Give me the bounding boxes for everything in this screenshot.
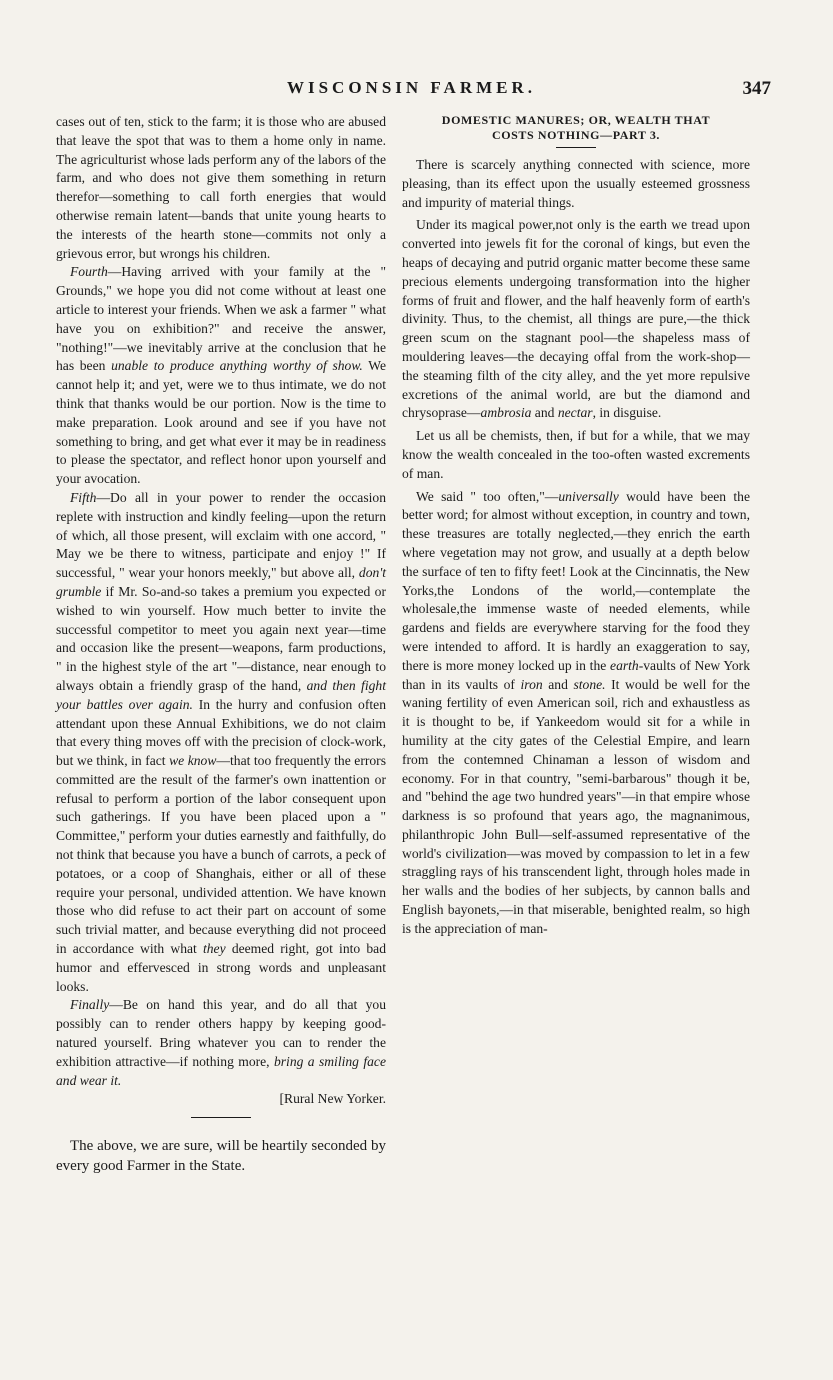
emphasis-text: ambrosia [480, 405, 532, 421]
emphasis-text: universally [558, 488, 619, 504]
emphasis-text: nectar [557, 405, 593, 421]
paragraph-text: —Be on hand this year, and do all that you possibly can to render others happy by keeping good-natured yourself. Bring whatever you can to render the exhibition attractive—if nothing more, [56, 997, 386, 1069]
paragraph [402, 156, 750, 212]
running-head: WISCONSIN FARMER. [286, 78, 537, 97]
article-title [402, 113, 750, 143]
paragraph [402, 488, 750, 939]
closing-paragraph [56, 1136, 386, 1176]
paragraph-text: would have been the better word; for almost without exception, in country and town, these treasures are totally neglected,—they enrich the earth where vegetation may not grow, and usually at a depth below the surface of ten to fifty feet! Look at the Cincinnatis, the New Yorks,the Londons of the world,—contemplate the wholesale,the immense waste of needed elements, while gardens and fields are everywhere starving for the food they were intended to afford. It is hardly an exaggeration to say, there is more money locked up in the [402, 488, 750, 673]
paragraph-text: —Do all in your power to render the occasion replete with instruction and kindly feeling—upon the return of which, all those present, will exclaim with one accord, " May we be there to witness, participate and enjoy !" If successful, " wear your honors meekly," but above all, [56, 489, 386, 581]
title-rule [556, 147, 596, 148]
paragraph-fourth [56, 263, 386, 489]
section-lead: Fourth [70, 264, 108, 280]
paragraph-text: We cannot help it; and yet, were we to thus intimate, we do not think that thanks would be our portion. Now is the time to make preparation. Look around and see if you have not something to bring, and get what ever it may be in readiness to please the spectator, and reflect honor upon yourself and your avocation. [56, 358, 386, 487]
paragraph-text: It would be well for the waning fertility of even American soil, rich and exhaustless as it is thought to be, if Yankeedom would sit for a while in humility at the city gates of the Celestial Empire, and learn from the contemned Chinaman a lesson of wisdom and economy. For in that country, "semi-barbarous" though it be, and "behind the age two hundred years"—in that empire whose darkness is so profound that years ago, the magnanimous, philanthropic John Bull—self-assumed representative of the world's civilization—was moved by compassion to let in a few straggling rays of his transcendent light, through holes made in her walls and the bodies of her subjects, by cannon balls and English bayonets,—in that miserable, benighted realm, so high is the appreciation of man- [402, 676, 751, 936]
emphasis-text: and then fight your battles over again. [56, 677, 386, 712]
section-lead: Fifth [70, 489, 97, 505]
emphasis-text: bring a smiling face and wear it. [56, 1053, 386, 1088]
emphasis-text: unable to produce anything worthy of show. [111, 358, 363, 374]
emphasis-text: stone. [573, 676, 606, 692]
paragraph-text: We said " too often,"— [416, 488, 559, 504]
page-number: 347 [742, 78, 771, 99]
emphasis-text: earth [610, 657, 639, 673]
paragraph-text: Under its magical power,not only is the earth we tread upon converted into jewels fit for the coronal of kings, but even the heaps of decaying and putrid organic matter become these same precious elements undergoing transformation into the higher forms of fruit and flower, and the half heavenly form of earth's divinity. Thus, to the chemist, all things are pure,—the thick green scum on the stagnant pool—the shapeless mass of mouldering leaves—the decaying offal from the work-shop—the steaming filth of the city alley, and the yet more repulsive excretions of the animal world, are but the diamond and chrysoprase— [402, 217, 750, 421]
article-title-line: COSTS NOTHING—PART 3. [491, 128, 661, 142]
paragraph-continued [56, 113, 386, 263]
paragraph-finally [56, 996, 386, 1090]
left-column [56, 113, 386, 1176]
paragraph-text: —Having arrived with your family at the " Grounds," we hope you did not come without at least one article to interest your friends. When we ask a farmer " what have you on exhibition?" and receive the answer, "nothing!"—we inevitably arrive at the conclusion that he has been [56, 264, 386, 374]
paragraph-text: and [531, 405, 558, 421]
paragraph-text: deemed right, got into bad humor and effervesced in strong words and unpleasant looks. [56, 941, 386, 994]
emphasis-text: don't grumble [56, 565, 386, 599]
paragraph-text: There is scarcely anything connected with science, more pleasing, than its effect upon the usually esteemed grossness and impurity of material things. [402, 157, 750, 210]
section-lead: Finally [70, 997, 110, 1013]
paragraph-text: The above, we are sure, will be heartily seconded by every good Farmer in the State. [56, 1138, 386, 1175]
paragraph-text: In the hurry and confusion often attendant upon these Annual Exhibitions, we do not claim that every thing moves off with the precision of clock-work, but we think, in fact [56, 696, 386, 769]
emphasis-text: they [202, 941, 226, 957]
article-title-line: DOMESTIC MANURES; OR, WEALTH THAT [441, 113, 711, 127]
paragraph [402, 427, 750, 483]
emphasis-text: we know [169, 753, 217, 769]
paragraph-text: cases out of ten, stick to the farm; it is those who are abused that leave the spot that was to them a home only in name. The agriculturist whose lads perform any of the labors of the farm, and who does not give them something in return therefor—something to call forth energies that would otherwise remain latent—bands that unite young hearts to the interests of the hearth stone—commits not only a grievous error, but wrongs his children. [56, 114, 386, 261]
paragraph-text: —that too frequently the errors committed are the result of the farmer's own inattention or refusal to perform a portion of the labor consequent upon such gatherings. If you have been placed upon a " Committee," perform your duties earnestly and faithfully, do not think that because you have a bunch of carrots, a peck of potatoes, or a coop of Shanghais, either or all of these require your personal, undivided attention. We have known those who did refuse to act their part on account of some such trivial matter, and because everything did not proceed in accordance with what [56, 753, 386, 957]
paragraph [402, 216, 750, 423]
paragraph-text: -vaults of New York than in its vaults of [402, 657, 750, 692]
emphasis-text: iron [520, 676, 543, 692]
paragraph-fifth [56, 489, 386, 997]
page-header [52, 78, 771, 100]
paragraph-text: Let us all be chemists, then, if but for a while, that we may know the wealth concealed in the too-often wasted excrements of man. [402, 428, 750, 481]
paragraph-text: , in disguise. [592, 405, 662, 421]
right-column [402, 113, 750, 939]
divider-rule [191, 1117, 251, 1118]
paragraph-text: if Mr. So-and-so takes a premium you expected or wished to win yourself. How much better to invite the successful competitor to meet you again next year—time and occasion like the present—weapons, farm productions, " in the highest style of the art "—distance, near enough to always obtain a friendly grasp of the hand, [56, 583, 386, 693]
paragraph-text: and [542, 676, 574, 692]
source-credit: [Rural New Yorker. [279, 1091, 386, 1107]
